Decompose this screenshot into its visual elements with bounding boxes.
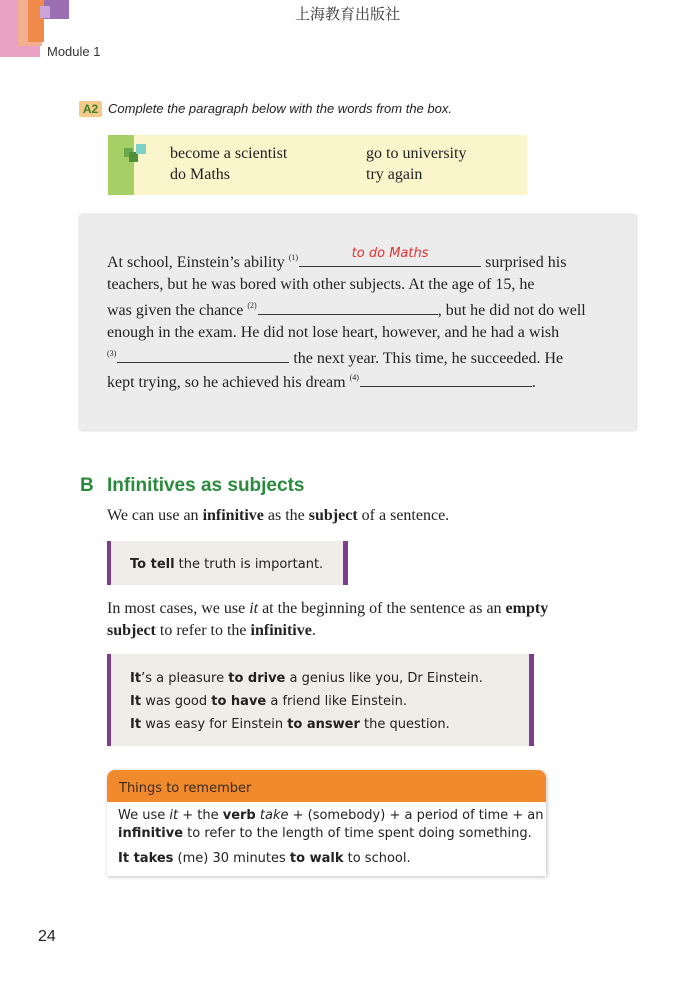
answer-blank[interactable] xyxy=(258,300,438,315)
word-box-icon xyxy=(136,144,146,154)
example-box-bar xyxy=(107,654,111,746)
exercise-badge: A2 xyxy=(79,101,102,117)
answer-blank[interactable] xyxy=(360,372,532,387)
rule-paragraph: We can use an infinitive as the subject of a sentence. xyxy=(107,507,450,524)
paragraph-line: was given the chance $^{(2)}$ , but he did not do well xyxy=(107,301,586,319)
blank-number: (1) xyxy=(288,253,299,262)
blank-number: (3) xyxy=(107,349,117,358)
publisher-name: 上海教育出版社 xyxy=(294,5,400,23)
page-number: 24 xyxy=(38,928,56,945)
section-title: Infinitives as subjects xyxy=(107,475,305,496)
example-sentence: It was good to have a friend like Einstein. xyxy=(130,694,407,709)
word-option: go to university xyxy=(366,145,467,162)
example-box-bar xyxy=(343,541,348,585)
example-box-bar xyxy=(529,654,534,746)
blank-number: (4) xyxy=(349,373,359,382)
example-sentence: To tell the truth is important. xyxy=(130,557,324,572)
example-sentence: It was easy for Einstein to answer the question. xyxy=(130,717,450,732)
answer-text: to do Maths xyxy=(351,246,429,261)
example-box-bar xyxy=(107,541,111,585)
word-option: try again xyxy=(366,166,423,183)
word-box xyxy=(108,135,527,195)
rule-paragraph: subject to refer to the infinitive. xyxy=(107,622,316,639)
remember-line: infinitive to refer to the length of time spent doing something. xyxy=(118,826,532,841)
answer-blank[interactable] xyxy=(299,246,481,267)
remember-title: Things to remember xyxy=(119,781,252,796)
paragraph-line: enough in the exam. He did not lose heart, however, and he had a wish xyxy=(107,324,560,341)
paragraph-line: teachers, but he was bored with other subjects. At the age of 15, he xyxy=(107,276,535,293)
blank-number: (2) xyxy=(247,301,257,310)
paragraph-line: At school, Einstein’s ability $^{(1)}$ to do Maths surprised his xyxy=(107,246,567,271)
section-letter: B xyxy=(80,475,94,496)
remember-example: It takes (me) 30 minutes to walk to school. xyxy=(118,851,411,866)
answer-blank[interactable] xyxy=(117,348,289,363)
word-option: become a scientist xyxy=(170,145,288,162)
example-sentence: It’s a pleasure to drive a genius like you, Dr Einstein. xyxy=(130,671,483,686)
word-option: do Maths xyxy=(170,166,230,183)
exercise-instruction: Complete the paragraph below with the words from the box. xyxy=(108,101,452,116)
module-label: Module 1 xyxy=(47,44,101,59)
word-box-bar xyxy=(108,135,134,195)
remember-line: We use it + the verb take + (somebody) + a period of time + an xyxy=(118,808,544,823)
rule-paragraph: In most cases, we use it at the beginning of the sentence as an empty xyxy=(107,600,549,617)
paragraph-line: kept trying, so he achieved his dream $^{(4)}$ . xyxy=(107,373,536,391)
paragraph-line: $^{(3)}$ the next year. This time, he succeeded. He xyxy=(107,349,564,367)
